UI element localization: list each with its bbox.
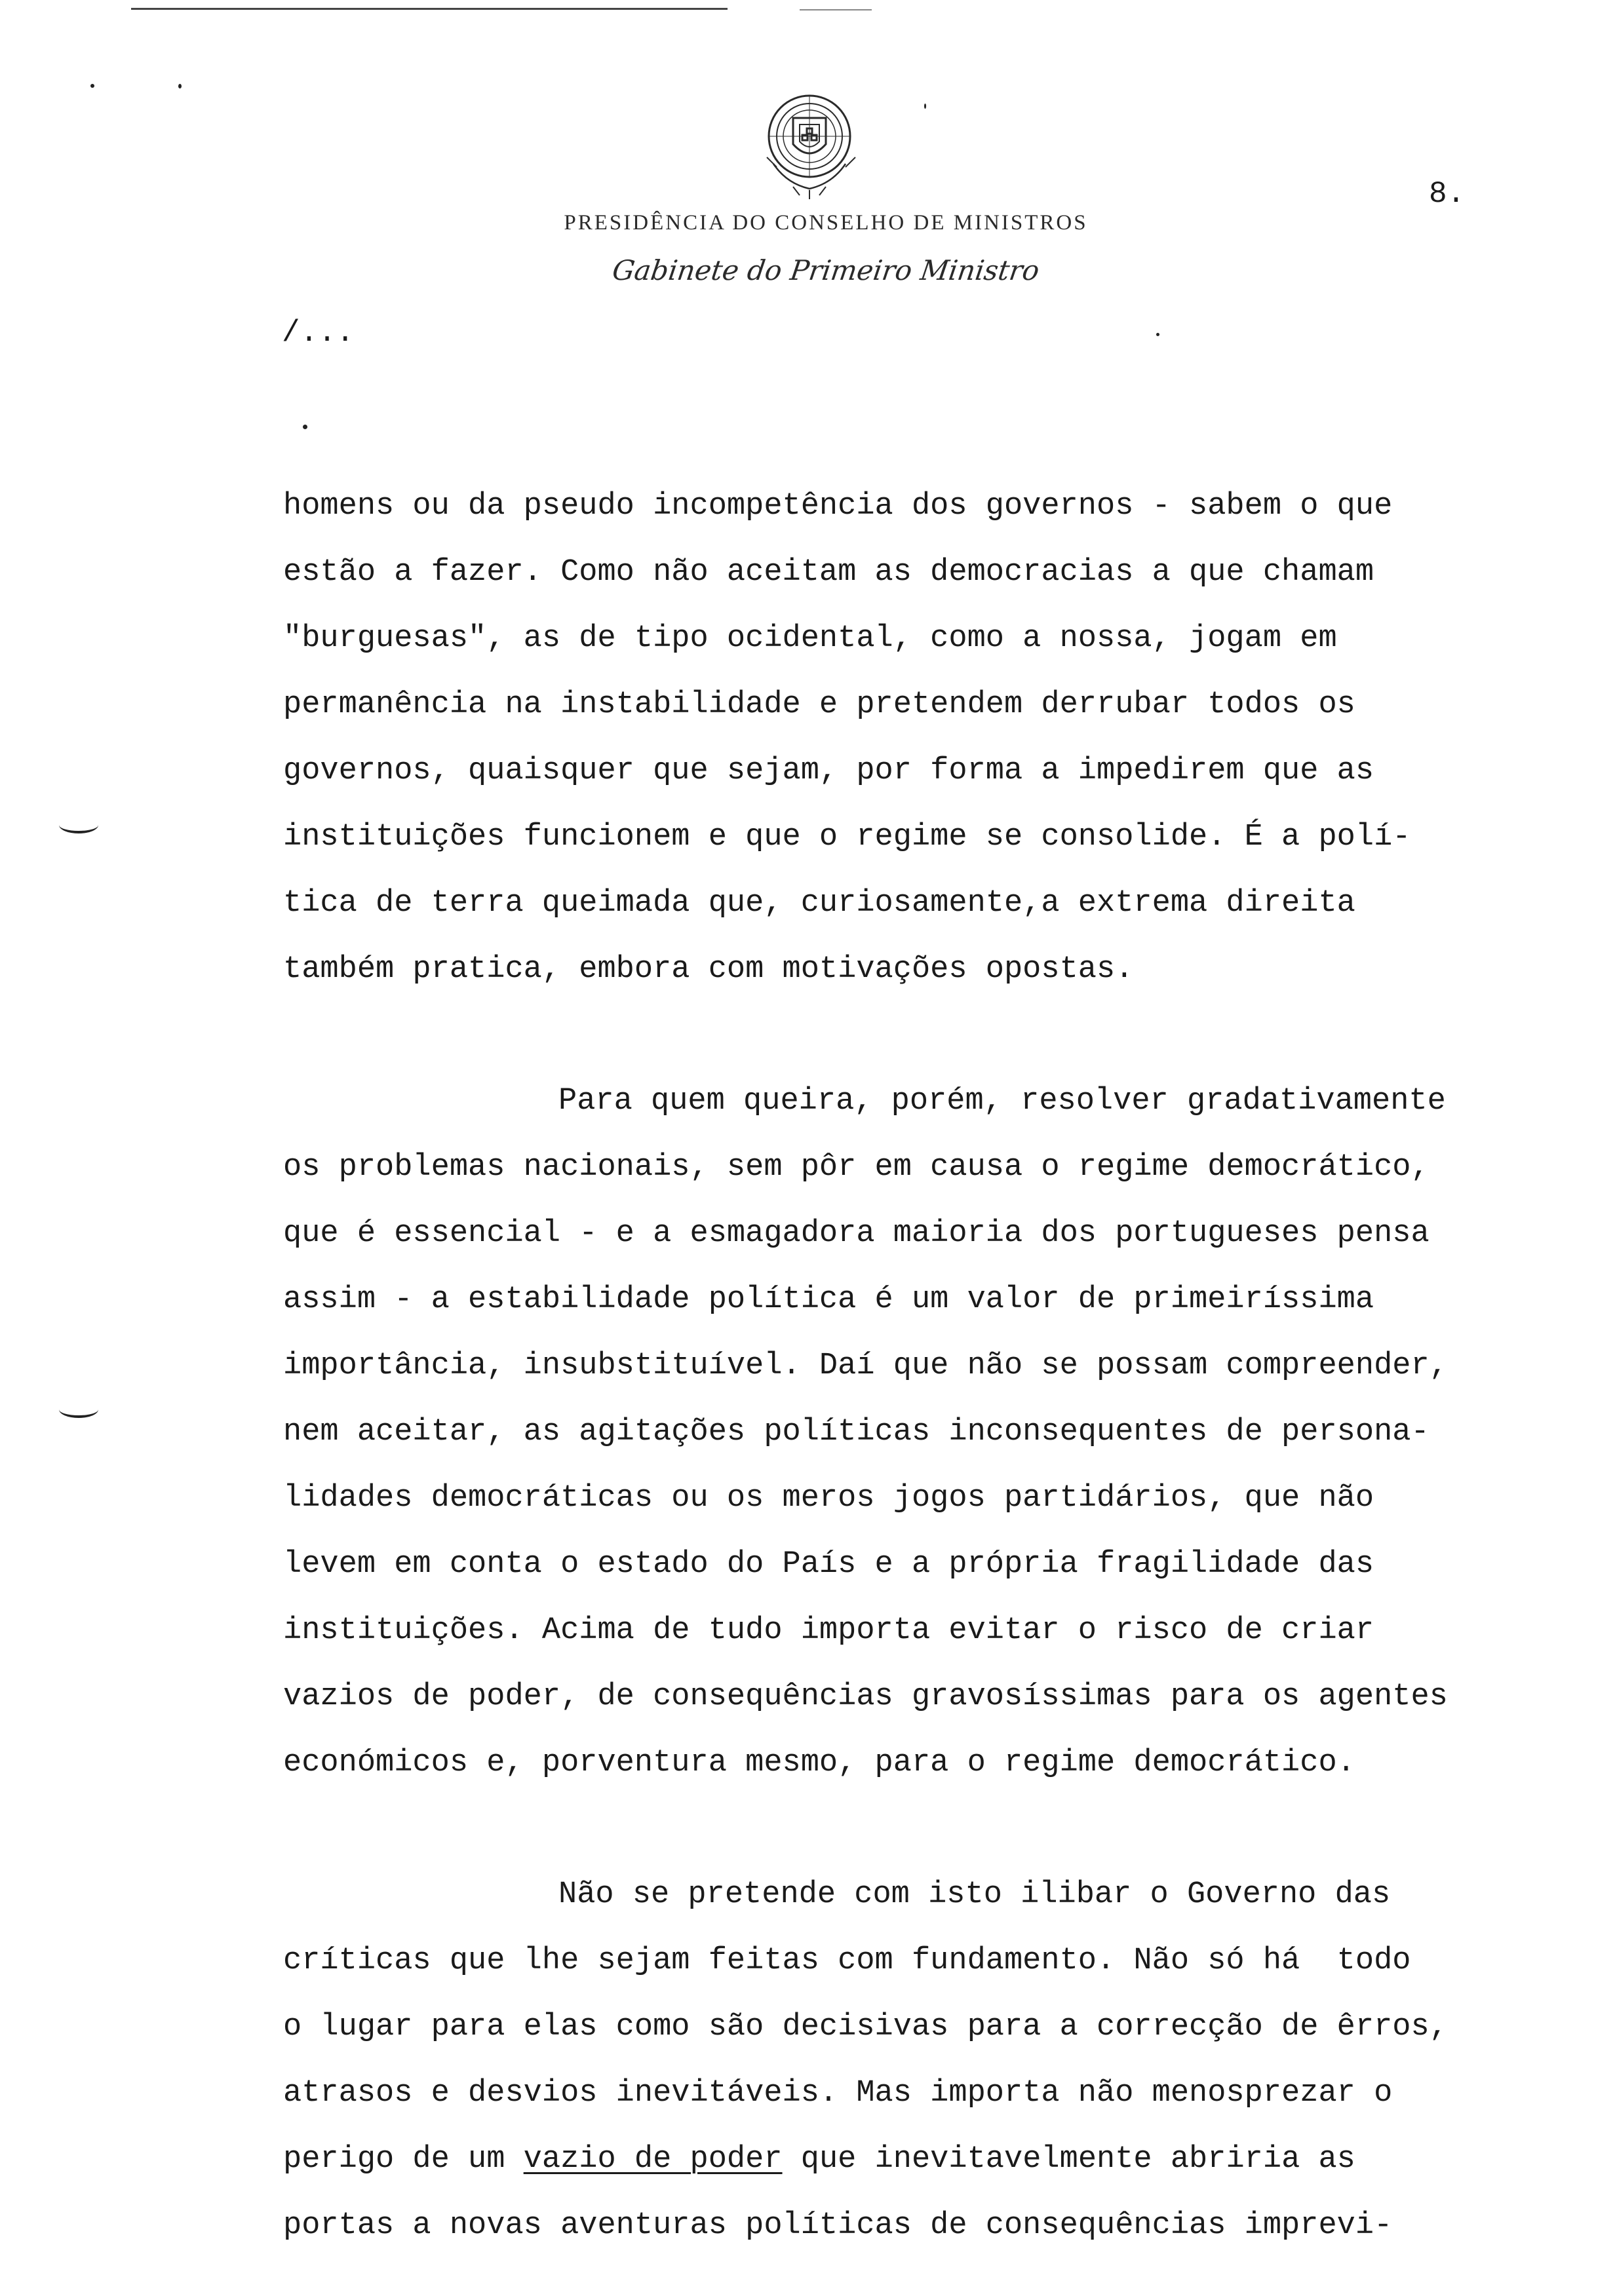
text-line: "burguesas", as de tipo ocidental, como a nossa, jogam em <box>283 621 1337 656</box>
text-line: Para quem queira, porém, resolver gradativamente <box>558 1084 1446 1119</box>
text-line: também pratica, embora com motivações opostas. <box>283 952 1134 987</box>
hole-punch-mark <box>59 1401 98 1418</box>
line-text-before: perigo de um <box>283 2142 524 2177</box>
line-text-after: que inevitavelmente abriria as <box>782 2142 1355 2177</box>
text-line: instituições funcionem e que o regime se consolide. É a polí- <box>283 820 1411 854</box>
text-line: governos, quaisquer que sejam, por forma a impedirem que as <box>283 754 1374 788</box>
text-line: instituições. Acima de tudo importa evitar o risco de criar <box>283 1613 1374 1648</box>
text-line: vazios de poder, de consequências gravosíssimas para os agentes <box>283 1679 1448 1714</box>
text-line: lidades democráticas ou os meros jogos partidários, que não <box>283 1481 1374 1516</box>
paragraph-gap <box>283 1003 1548 1068</box>
text-line: o lugar para elas como são decisivas para a correcção de êrros, <box>283 2010 1448 2044</box>
text-line: críticas que lhe sejam feitas com fundamento. Não só há todo <box>283 1943 1411 1978</box>
text-line: nem aceitar, as agitações políticas inconsequentes de persona- <box>283 1415 1430 1449</box>
text-line-with-underline <box>283 2126 1548 2192</box>
text-line: importância, insubstituível. Daí que não se possam compreender, <box>283 1349 1448 1383</box>
text-line: Não se pretende com isto ilibar o Governo das <box>558 1877 1391 1912</box>
letterhead-title: PRESIDÊNCIA DO CONSELHO DE MINISTROS <box>564 211 1088 235</box>
coat-of-arms-icon <box>747 79 872 203</box>
scan-speck <box>1156 333 1159 336</box>
text-line: estão a fazer. Como não aceitam as democracias a que chamam <box>283 555 1374 590</box>
text-line: portas a novas aventuras políticas de consequências imprevi- <box>283 2208 1393 2243</box>
paragraph <box>283 1068 1548 1796</box>
underlined-phrase: vazio de poder <box>523 2142 783 2177</box>
hole-punch-mark <box>59 816 98 833</box>
scan-speck <box>303 425 307 429</box>
text-line: económicos e, porventura mesmo, para o regime democrático. <box>283 1746 1355 1780</box>
body-text <box>283 473 1548 2259</box>
scan-speck <box>90 84 94 88</box>
text-line: atrasos e desvios inevitáveis. Mas importa não menosprezar o <box>283 2076 1393 2111</box>
page-number: 8. <box>1429 177 1466 211</box>
scan-speck <box>178 84 182 88</box>
letterhead-subtitle: Gabinete do Primeiro Ministro <box>610 254 1041 286</box>
text-line: levem em conta o estado do País e a própria fragilidade das <box>283 1547 1374 1582</box>
paragraph <box>283 473 1548 1003</box>
text-line: os problemas nacionais, sem pôr em causa o regime democrático, <box>283 1150 1430 1185</box>
continuation-mark: /... <box>282 316 355 350</box>
paragraph <box>283 1862 1548 2259</box>
top-scan-rule-short <box>800 9 872 10</box>
paragraph-gap <box>283 1796 1548 1862</box>
text-line: assim - a estabilidade política é um valor de primeiríssima <box>283 1282 1374 1317</box>
scan-speck <box>924 104 926 109</box>
text-line: homens ou da pseudo incompetência dos governos - sabem o que <box>283 489 1393 524</box>
text-line: que é essencial - e a esmagadora maioria dos portugueses pensa <box>283 1216 1430 1251</box>
text-line: permanência na instabilidade e pretendem derrubar todos os <box>283 687 1355 722</box>
top-scan-rule <box>131 8 728 10</box>
text-line: tica de terra queimada que, curiosamente,a extrema direita <box>283 886 1355 921</box>
